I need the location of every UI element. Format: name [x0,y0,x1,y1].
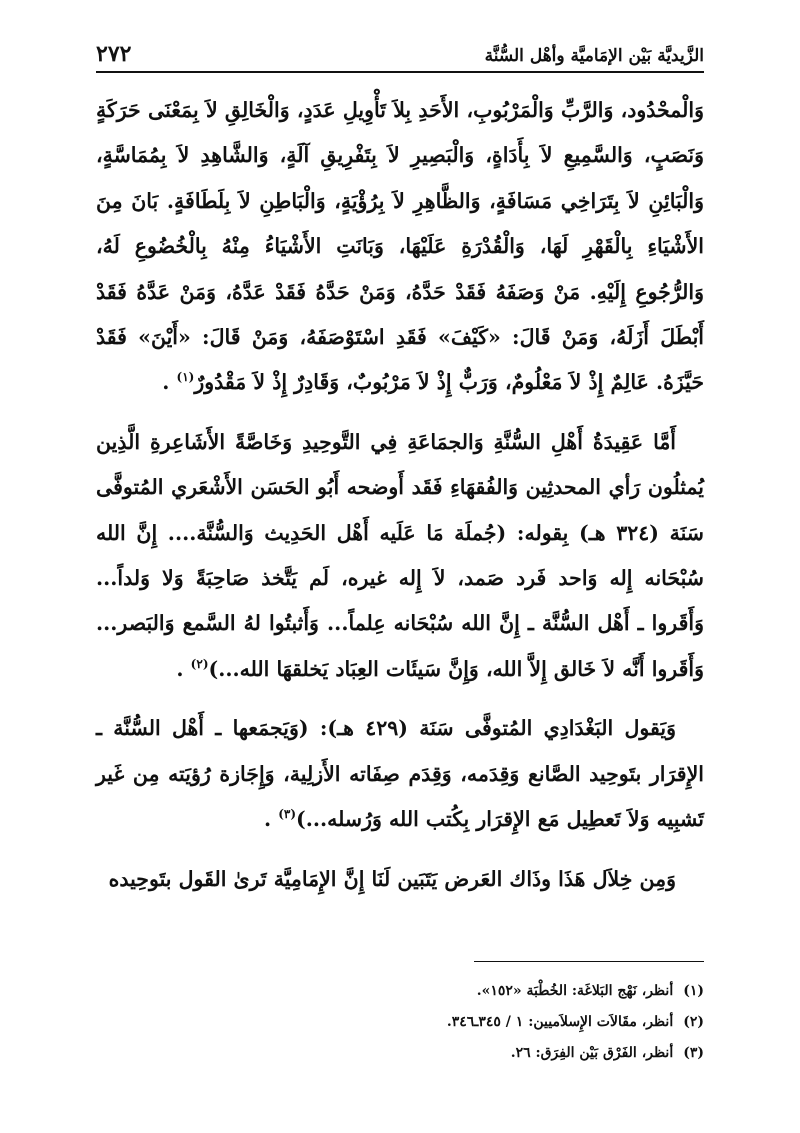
paragraph-text: وَمِن خِلاَل هَذَا وذَاك العَرض يَتَبَين لَنَا إِنَّ الإِمَامِيَّة تَرىٰ القَول بتَوحِيده [108,866,676,891]
page-number: ٢٧٢ [96,41,132,67]
footnotes [96,976,704,1069]
footnote-text: أنظر، الفَرْق بَيْن الفِرَق: ٢٦. [510,1045,674,1061]
running-title: الزَّيديَّة بَيْن الإمَاميَّة وأهْل السُّنَّة [484,46,704,66]
footnote-1 [96,976,704,1007]
paragraph-3 [96,706,704,842]
footnote-2 [96,1007,704,1038]
footnote-marker: (١) [176,370,195,385]
footnote-number: (٢) [683,1014,704,1030]
footnote-text: أنظر، مقَالاَت الإِسلاَميين: ١ / ٣٤٥ـ٣٤٦. [446,1014,674,1030]
footnote-marker: (٣) [278,807,297,822]
paragraph-end: . [176,656,191,681]
body-text [96,88,704,916]
footnote-number: (١) [683,983,704,999]
paragraph-text: وَيَقول البَغْدَادِي المُتوفَّى سَنَة (٤٢٩ هـ): (وَيَجمَعها ـ أَهْل السُّنَّة ـ الإِقرَار بتَوحِيد الصَّانع وَقِدَمه، وَقِدَم صِفَاته الأَزلِية، وَإِجَازة رُؤيَته مِن غَير تَشبِيه وَلاَ تَعطِيل مَع الإِقرَار بِكُتب الله وَرُسله...) [96,716,704,832]
paragraph-end: . [263,807,279,832]
footnote-marker: (٢) [190,657,209,672]
footnote-number: (٣) [683,1045,704,1061]
running-header [96,32,704,68]
paragraph-text: وَالْمحْدُود، وَالرَّبِّ وَالْمَرْبُوبِ، الأَحَدِ بِلاَ تَأْوِيلِ عَدَدٍ، وَالْخَالِقِ لاَ بِمَعْنَى حَرَكَةٍ وَنَصَبٍ، وَالسَّمِيعِ لاَ بِأَدَاةٍ، وَالْبَصِيرِ لاَ بِتَفْرِيقِ آلَةٍ، وَالشَّاهِدِ لاَ بِمُمَاسَّةٍ، وَالْبَائِنِ لاَ بِتَرَاخِي مَسَافَةٍ، وَالظَّاهِرِ لاَ بِرُؤْيَةٍ، وَالْبَاطِنِ لاَ بِلَطَافَةٍ. بَانَ مِنَ الأَشْيَاءِ بِالْقَهْرِ لَهَا، وَالْقُدْرَةِ عَلَيْهَا، وَبَانَتِ الأَشْيَاءُ مِنْهُ بِالْخُضُوعِ لَهُ، وَالرُّجُوعِ إِلَيْهِ. مَنْ وَصَفَهُ فَقَدْ حَدَّهُ، وَمَنْ حَدَّهُ فَقَدْ عَدَّهُ، وَمَنْ عَدَّهُ فَقَدْ أَبْطَلَ أَزَلَهُ، وَمَنْ قَالَ: «كَيْفَ» فَقَدِ اسْتَوْصَفَهُ، وَمَنْ قَالَ: «أَيْنَ» فَقَدْ حَيَّزَهُ. عَالِمٌ إِذْ لاَ مَعْلُومٌ، وَرَبٌّ إِذْ لاَ مَرْبُوبٌ، وَقَادِرٌ إِذْ لاَ مَقْدُورٌ [96,98,704,395]
paragraph-end: . [162,370,177,395]
header-rule [96,71,704,73]
paragraph-1 [96,88,704,406]
paragraph-4 [96,857,704,902]
footnote-text: أنظر، نَهْج البَلاغَة: الخُطْبَة «١٥٢». [476,983,674,999]
paragraph-2 [96,420,704,692]
footnote-3 [96,1038,704,1069]
paragraph-text: أَمَّا عَقِيدَةُ أَهْلِ السُّنَّةِ وَالجمَاعَةِ فِي التَّوحِيدِ وَخَاصَّةً الأَشَاعِرةِ الَّذِين يُمثلُون رَأي المحدثِين وَالفُقهَاءِ فَقَد أَوضحه أَبُو الحَسَن الأَشْعَري المُتوفَّى سَنَة (٣٢٤ هـ) بِقوله: (جُملَة مَا عَلَيه أَهْل الحَدِيث وَالسُّنَّة.... إِنَّ الله سُبْحَانه إِله وَاحد فَرد صَمد، لاَ إِله غيره، لَم يَتَّخذ صَاحِبَةً وَلا وَلداً... وَأَقَروا ـ أَهْل السُّنَّة ـ إِنَّ الله سُبْحَانه عِلماً... وَأَثبتُوا لهُ السَّمع وَالبَصر... وَأَقَروا أَنَّه لاَ خَالق إِلاَّ الله، وَإِنَّ سَيئَات العِبَاد يَخلقهَا الله...) [96,429,704,681]
footnote-rule [474,961,704,962]
